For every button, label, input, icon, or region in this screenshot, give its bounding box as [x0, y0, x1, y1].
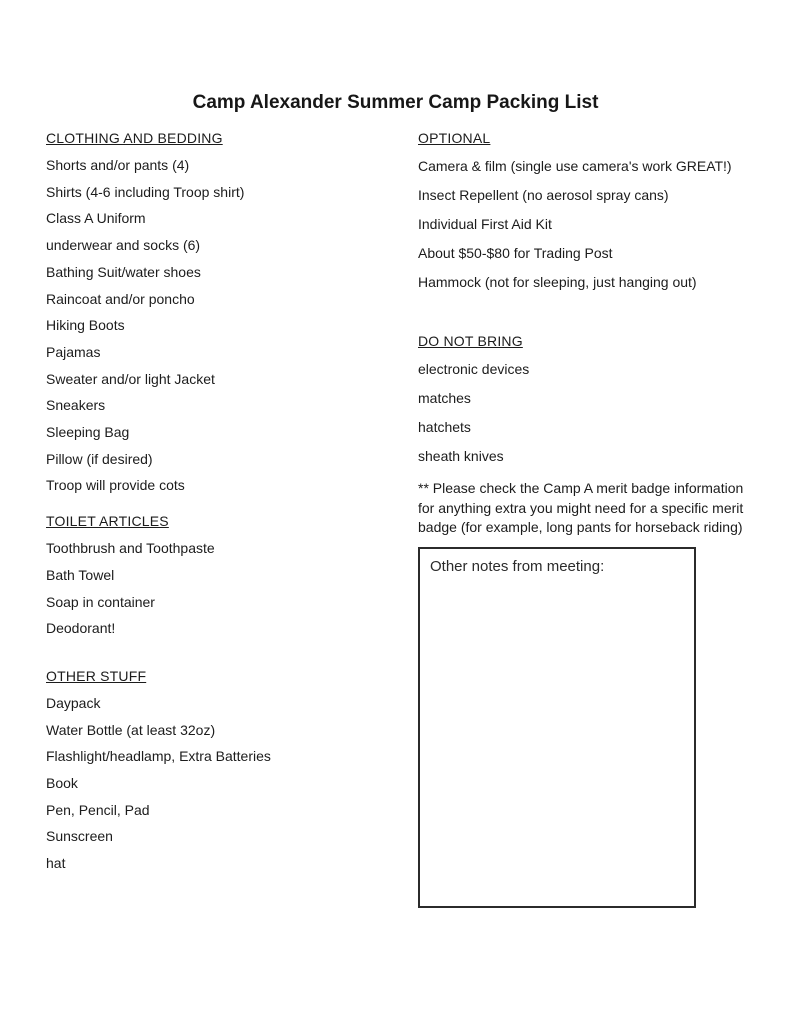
- list-item: sheath knives: [418, 448, 504, 464]
- list-item: Soap in container: [46, 593, 155, 610]
- right-column: [418, 125, 750, 908]
- list-item: hat: [46, 855, 66, 872]
- list-item: Shirts (4-6 including Troop shirt): [46, 183, 245, 200]
- merit-badge-note: ** Please check the Camp A merit badge information for anything extra you might need for a specific merit badge (for example, long pants for horseback riding): [418, 480, 744, 535]
- list-item: About $50-$80 for Trading Post: [418, 245, 613, 261]
- list-item: Class A Uniform: [46, 210, 146, 227]
- list-item: Shorts and/or pants (4): [46, 157, 190, 173]
- list-item: Daypack: [46, 694, 101, 711]
- list-item: Pillow (if desired): [46, 450, 153, 467]
- list-item: Sneakers: [46, 397, 106, 414]
- list-item: Hiking Boots: [46, 317, 125, 334]
- other-notes-box: [418, 547, 696, 908]
- list-item: Hammock (not for sleeping, just hanging out): [418, 274, 697, 290]
- list-item: Raincoat and/or poncho: [46, 290, 195, 307]
- list-item: underwear and socks (6): [46, 237, 201, 254]
- list-item: Pajamas: [46, 343, 101, 360]
- section-heading-clothing-and-bedding: CLOTHING AND BEDDING: [46, 130, 223, 146]
- list-item: Insect Repellent (no aerosol spray cans): [418, 187, 669, 203]
- list-item: Water Bottle (at least 32oz): [46, 721, 216, 738]
- list-item: Camera & film (single use camera's work GREAT!): [418, 158, 732, 174]
- list-item: Sweater and/or light Jacket: [46, 370, 215, 387]
- section-heading-optional: OPTIONAL: [418, 130, 491, 146]
- list-item: Sunscreen: [46, 828, 113, 845]
- list-item: Deodorant!: [46, 620, 116, 637]
- list-item: Troop will provide cots: [46, 477, 185, 494]
- list-item: matches: [418, 390, 471, 406]
- page-title: Camp Alexander Summer Camp Packing List: [192, 92, 599, 113]
- list-item: Flashlight/headlamp, Extra Batteries: [46, 748, 271, 765]
- list-item: Pen, Pencil, Pad: [46, 801, 150, 818]
- other-notes-label: Other notes from meeting:: [430, 557, 605, 575]
- section-heading-do-not-bring: DO NOT BRING: [418, 333, 523, 349]
- left-column: [46, 125, 391, 877]
- list-item: Bath Towel: [46, 566, 115, 583]
- list-item: Sleeping Bag: [46, 424, 130, 441]
- list-item: Individual First Aid Kit: [418, 216, 552, 232]
- list-item: Bathing Suit/water shoes: [46, 263, 201, 280]
- list-item: Toothbrush and Toothpaste: [46, 540, 215, 557]
- section-heading-toilet-articles: TOILET ARTICLES: [46, 513, 169, 530]
- list-item: hatchets: [418, 419, 471, 435]
- list-item: Book: [46, 775, 78, 792]
- section-heading-other-stuff: OTHER STUFF: [46, 667, 147, 684]
- list-item: electronic devices: [418, 361, 530, 377]
